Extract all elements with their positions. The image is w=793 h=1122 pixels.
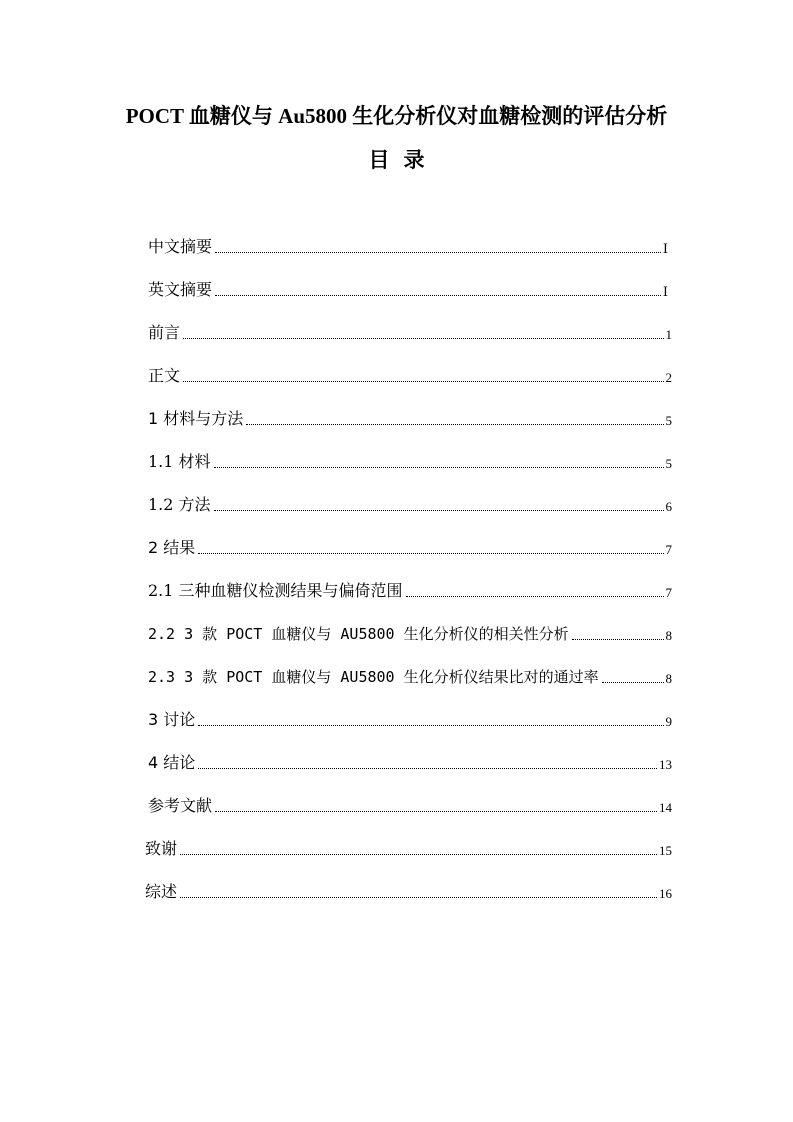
toc-entry-materials-methods[interactable] (148, 402, 672, 430)
toc-leader-dots (198, 552, 663, 554)
toc-entry-results[interactable] (148, 531, 672, 559)
toc-entry-label: 3 讨论 (148, 710, 196, 729)
toc-leader-dots (183, 380, 663, 382)
toc-entry-page: Ⅰ (662, 241, 668, 256)
toc-leader-dots (215, 810, 657, 812)
toc-entry-page: 15 (659, 843, 672, 858)
toc-entry-chinese-abstract[interactable] (148, 230, 668, 258)
toc-entry-page: 9 (665, 714, 672, 729)
toc-entry-correlation-analysis[interactable] (148, 617, 672, 645)
toc-entry-page: 1 (665, 327, 672, 342)
toc-entry-results-bias[interactable] (148, 574, 672, 602)
toc-entry-label: 前言 (148, 323, 181, 342)
toc-entry-label: 1.2 方法 (148, 495, 211, 514)
toc-entry-references[interactable] (148, 789, 672, 817)
toc-leader-dots (180, 853, 657, 855)
toc-entry-label: 正文 (148, 366, 181, 385)
toc-entry-discussion[interactable] (148, 703, 672, 731)
toc-leader-dots (214, 466, 664, 468)
toc-leader-dots (198, 724, 663, 726)
toc-entry-page: 7 (665, 585, 672, 600)
toc-entry-label: 2.1 三种血糖仪检测结果与偏倚范围 (148, 581, 403, 600)
toc-entry-page: 5 (665, 413, 672, 428)
toc-entry-page: 2 (665, 370, 672, 385)
toc-entry-conclusion[interactable] (148, 746, 672, 774)
toc-entry-page: 5 (665, 456, 672, 471)
toc-entry-page: 16 (659, 886, 672, 901)
toc-entry-label: 2.2 3 款 POCT 血糖仪与 AU5800 生化分析仪的相关性分析 (148, 625, 569, 643)
toc-entry-review[interactable] (145, 875, 672, 903)
toc-leader-dots (246, 423, 663, 425)
toc-leader-dots (180, 896, 657, 898)
toc-leader-dots (198, 767, 657, 769)
toc-entry-label: 参考文献 (148, 796, 213, 815)
toc-entry-label: 中文摘要 (148, 237, 213, 256)
toc-leader-dots (183, 337, 663, 339)
toc-entry-main-text[interactable] (148, 359, 672, 387)
toc-leader-dots (406, 595, 664, 597)
toc-entry-label: 4 结论 (148, 753, 196, 772)
toc-entry-label: 英文摘要 (148, 280, 213, 299)
toc-entry-page: 13 (659, 757, 672, 772)
toc-entry-pass-rate[interactable] (148, 660, 672, 688)
toc-leader-dots (572, 638, 664, 640)
toc-heading: 目录 (368, 148, 439, 172)
toc-entry-label: 综述 (145, 882, 178, 901)
toc-entry-label: 1 材料与方法 (148, 409, 244, 428)
toc-entry-page: 14 (659, 800, 672, 815)
toc-entry-methods[interactable] (148, 488, 672, 516)
toc-entry-label: 致谢 (145, 839, 178, 858)
toc-leader-dots (215, 294, 661, 296)
toc-entry-label: 2 结果 (148, 538, 196, 557)
toc-entry-preface[interactable] (148, 316, 672, 344)
document-title: POCT 血糖仪与 Au5800 生化分析仪对血糖检测的评估分析 (125, 104, 668, 128)
toc-entry-english-abstract[interactable] (148, 273, 668, 301)
toc-entry-materials[interactable] (148, 445, 672, 473)
toc-entry-page: 8 (665, 671, 672, 686)
toc-entry-acknowledgements[interactable] (145, 832, 672, 860)
toc-leader-dots (214, 509, 664, 511)
toc-entry-label: 2.3 3 款 POCT 血糖仪与 AU5800 生化分析仪结果比对的通过率 (148, 668, 599, 686)
toc-entry-page: 6 (665, 499, 672, 514)
toc-leader-dots (602, 681, 664, 683)
toc-entry-page: 7 (665, 542, 672, 557)
toc-entry-label: 1.1 材料 (148, 452, 211, 471)
toc-entry-page: Ⅰ (662, 284, 668, 299)
toc-leader-dots (215, 251, 661, 253)
toc-entry-page: 8 (665, 628, 672, 643)
